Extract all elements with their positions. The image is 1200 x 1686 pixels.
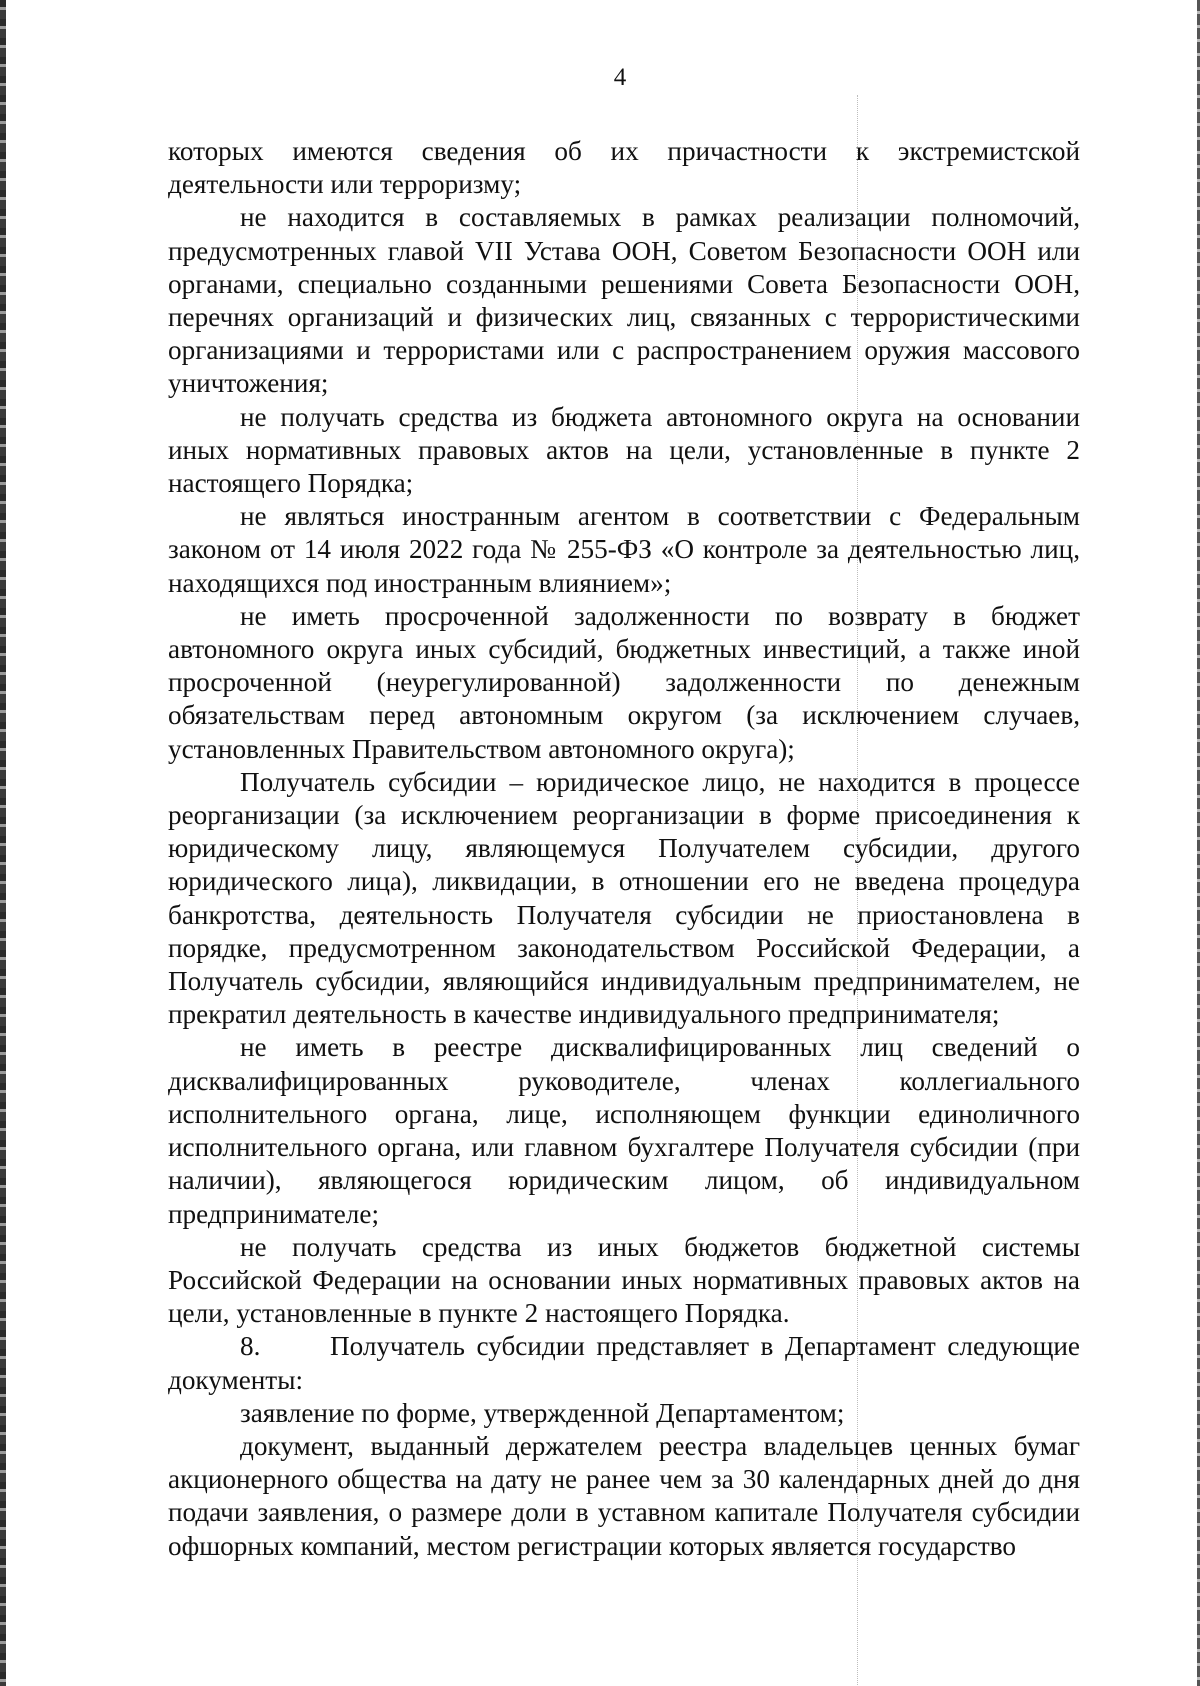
paragraph: которых имеются сведения об их причастности к экстремистской деятельности или терроризму; (168, 136, 1080, 200)
paragraph: заявление по форме, утвержденной Департаментом; (240, 1397, 845, 1428)
paragraph: не находится в составляемых в рамках реализации полномочий, предусмотренных главой VII Устава ООН, Советом Безопасности ООН или органами, специально созданными решениями Совета Безопасности ООН, перечнях организаций и физических лиц, связанных с террористическими организациями и террористами или с распространением оружия массового уничтожения; (168, 202, 1080, 399)
paragraph: документ, выданный держателем реестра владельцев ценных бумаг акционерного общества на дату не ранее чем за 30 календарных дней до дня подачи заявления, о размере доли в уставном капитале Получателя субсидии офшорных компаний, местом регистрации которых является государство (168, 1430, 1080, 1561)
paragraph: не иметь просроченной задолженности по возврату в бюджет автономного округа иных субсидий, бюджетных инвестиций, а также иной просроченной (неурегулированной) задолженности по денежным обязательствам перед автономным округом (за исключением случаев, установленных Правительством автономного округа); (168, 600, 1080, 764)
page-number: 4 (613, 64, 627, 91)
paragraph: не получать средства из бюджета автономного округа на основании иных нормативных правовых актов на цели, установленные в пункте 2 настоящего Порядка; (168, 401, 1080, 499)
paragraph: Получатель субсидии – юридическое лицо, не находится в процессе реорганизации (за исключением реорганизации в форме присоединения к юридическому лицу, являющемуся Получателем субсидии, другого юридического лица), ликвидации, в отношении его не введена процедура банкротства, деятельность Получателя субсидии не приостановлена в порядке, предусмотренном законодательством Российской Федерации, а Получатель субсидии, являющийся индивидуальным предпринимателем, не прекратил деятельность в качестве индивидуального предпринимателя; (168, 766, 1080, 1030)
document-body (168, 135, 1080, 1563)
paragraph: не являться иностранным агентом в соответствии с Федеральным законом от 14 июля 2022 года № 255-ФЗ «О контроле за деятельностью лиц, находящихся под иностранным влиянием»; (168, 501, 1080, 598)
scan-edge-left (0, 0, 6, 1686)
paragraph: не иметь в реестре дисквалифицированных лиц сведений о дисквалифицированных руководителе, членах коллегиального исполнительного органа, лице, исполняющем функции единоличного исполнительного органа, или главном бухгалтере Получателя субсидии (при наличии), являющегося юридическим лицом, об индивидуальном предпринимателе; (168, 1032, 1080, 1229)
paragraph: не получать средства из иных бюджетов бюджетной системы Российской Федерации на основании иных нормативных правовых актов на цели, установленные в пункте 2 настоящего Порядка. (168, 1231, 1080, 1329)
paragraph: 8. Получатель субсидии представляет в Департамент следующие документы: (168, 1331, 1080, 1395)
